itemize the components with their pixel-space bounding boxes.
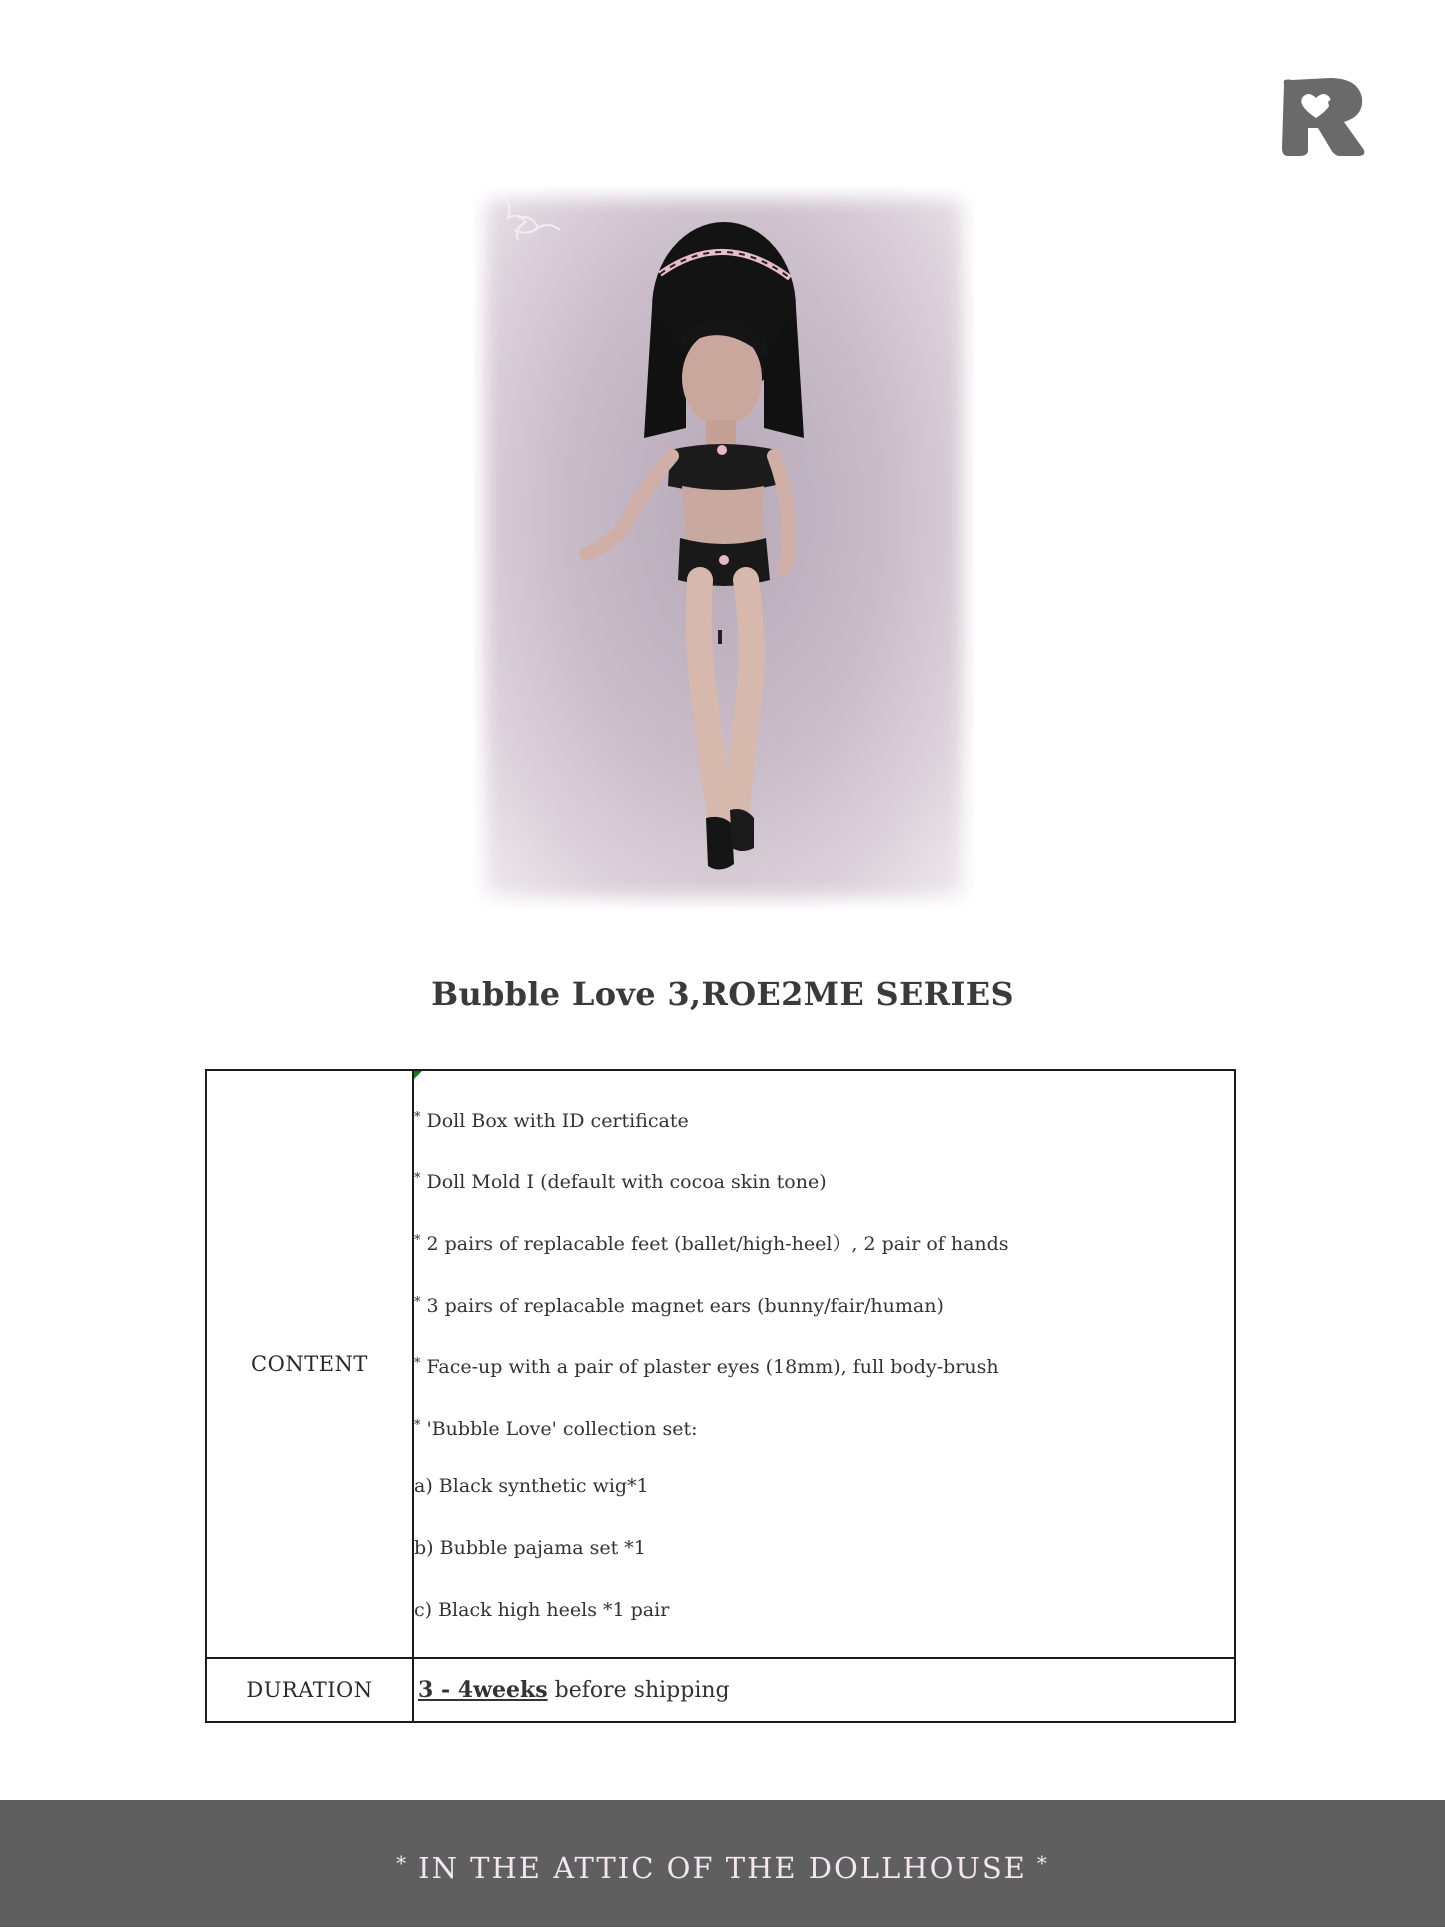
- content-item: * Doll Box with ID certificate: [414, 1109, 689, 1132]
- content-item: * Doll Mold I (default with cocoa skin tone): [414, 1171, 827, 1194]
- content-item: * 2 pairs of replacable feet (ballet/high-heel）, 2 pair of hands: [414, 1233, 1009, 1256]
- footer-star-right: *: [1036, 1851, 1049, 1875]
- footer-text: IN THE ATTIC OF THE DOLLHOUSE: [418, 1851, 1027, 1885]
- content-item: * 'Bubble Love' collection set:: [414, 1417, 698, 1440]
- duration-label: DURATION: [206, 1658, 413, 1722]
- content-item: c) Black high heels *1 pair: [414, 1598, 670, 1621]
- brand-logo-icon: [1278, 76, 1368, 158]
- spec-table: [205, 1069, 1236, 1723]
- content-item: b) Bubble pajama set *1: [414, 1536, 646, 1559]
- content-item: * 3 pairs of replacable magnet ears (bunny/fair/human): [414, 1294, 944, 1317]
- product-title: Bubble Love 3,ROE2ME SERIES: [431, 975, 1014, 1013]
- duration-rest: before shipping: [547, 1678, 730, 1703]
- product-photo: [474, 188, 974, 908]
- duration-value: [413, 1658, 1235, 1722]
- content-item: * Face-up with a pair of plaster eyes (18mm), full body-brush: [414, 1356, 999, 1379]
- content-label: CONTENT: [206, 1070, 413, 1658]
- content-list: [413, 1070, 1235, 1658]
- footer-banner: [0, 1800, 1445, 1927]
- footer-star-left: *: [396, 1851, 409, 1875]
- duration-highlight: 3 - 4weeks: [418, 1677, 548, 1703]
- content-item: a) Black synthetic wig*1: [414, 1475, 649, 1498]
- cell-corner-marker: [414, 1071, 422, 1079]
- doll-illustration: [474, 188, 974, 908]
